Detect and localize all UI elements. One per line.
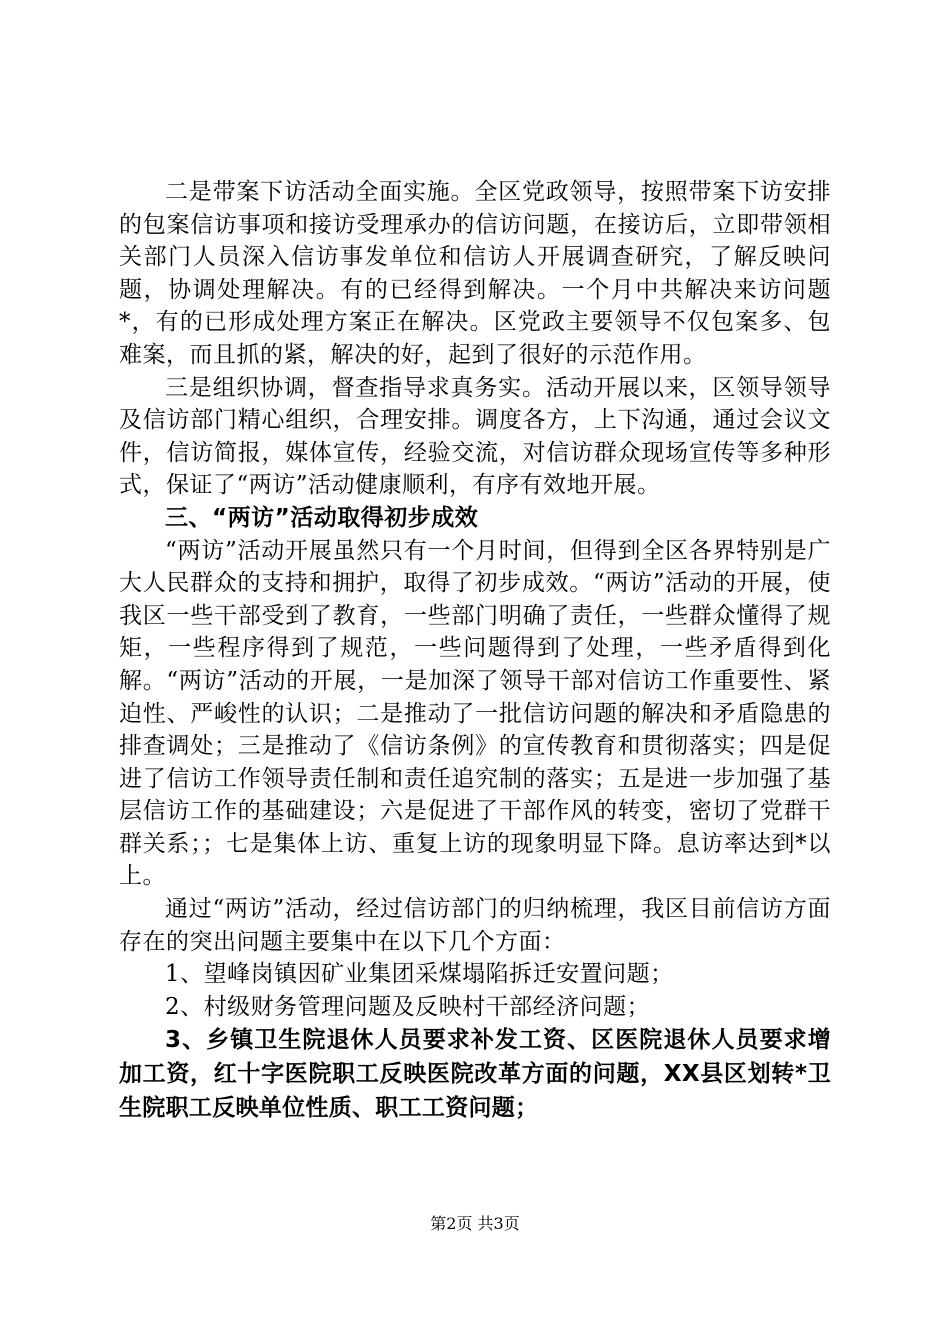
paragraph-4: 通过“两访”活动，经过信访部门的归纳梳理，我区目前信访方面存在的突出问题主要集中在以下几个方面： [119, 896, 831, 955]
document-body [119, 176, 831, 1125]
section-heading: 三、“两访”活动取得初步成效 [165, 504, 479, 531]
list-item-3: 3、乡镇卫生院退休人员要求补发工资、区医院退休人员要求增加工资，红十字医院职工反映医院改革方面的问题，XX县区划转*卫生院职工反映单位性质、职工工资问题； [119, 1027, 831, 1122]
paragraph-2: 三是组织协调，督查指导求真务实。活动开展以来，区领导领导及信访部门精心组织，合理安排。调度各方，上下沟通，通过会议文件，信访简报，媒体宣传，经验交流，对信访群众现场宣传等多种形式，保证了“两访”活动健康顺利，有序有效地开展。 [119, 374, 831, 499]
list-item-2: 2、村级财务管理问题及反映村干部经济问题； [165, 993, 651, 1020]
page-footer: 第2页 共3页 [430, 1214, 520, 1233]
paragraph-1: 二是带案下访活动全面实施。全区党政领导，按照带案下访安排的包案信访事项和接访受理承办的信访问题，在接访后，立即带领相关部门人员深入信访事发单位和信访人开展调查研究，了解反映问题，协调处理解决。有的已经得到解决。一个月中共解决来访问题*，有的已形成处理方案正在解决。区党政主要领导不仅包案多、包难案，而且抓的紧，解决的好，起到了很好的示范作用。 [119, 179, 831, 368]
paragraph-3: “两访”活动开展虽然只有一个月时间，但得到全区各界特别是广大人民群众的支持和拥护，取得了初步成效。“两访”活动的开展，使我区一些干部受到了教育，一些部门明确了责任，一些群众懂得了规矩，一些程序得到了规范，一些问题得到了处理，一些矛盾得到化解。“两访”活动的开展，一是加深了领导干部对信访工作重要性、紧迫性、严峻性的认识；二是推动了一批信访问题的解决和矛盾隐患的排查调处；三是推动了《信访条例》的宣传教育和贯彻落实；四是促进了信访工作领导责任制和责任追究制的落实；五是进一步加强了基层信访工作的基础建设；六是促进了干部作风的转变，密切了党群干群关系；；七是集体上访、重复上访的现象明显下降。息访率达到*以上。 [119, 537, 831, 890]
list-item-1: 1、望峰岗镇因矿业集团采煤塌陷拆迁安置问题； [165, 961, 674, 988]
